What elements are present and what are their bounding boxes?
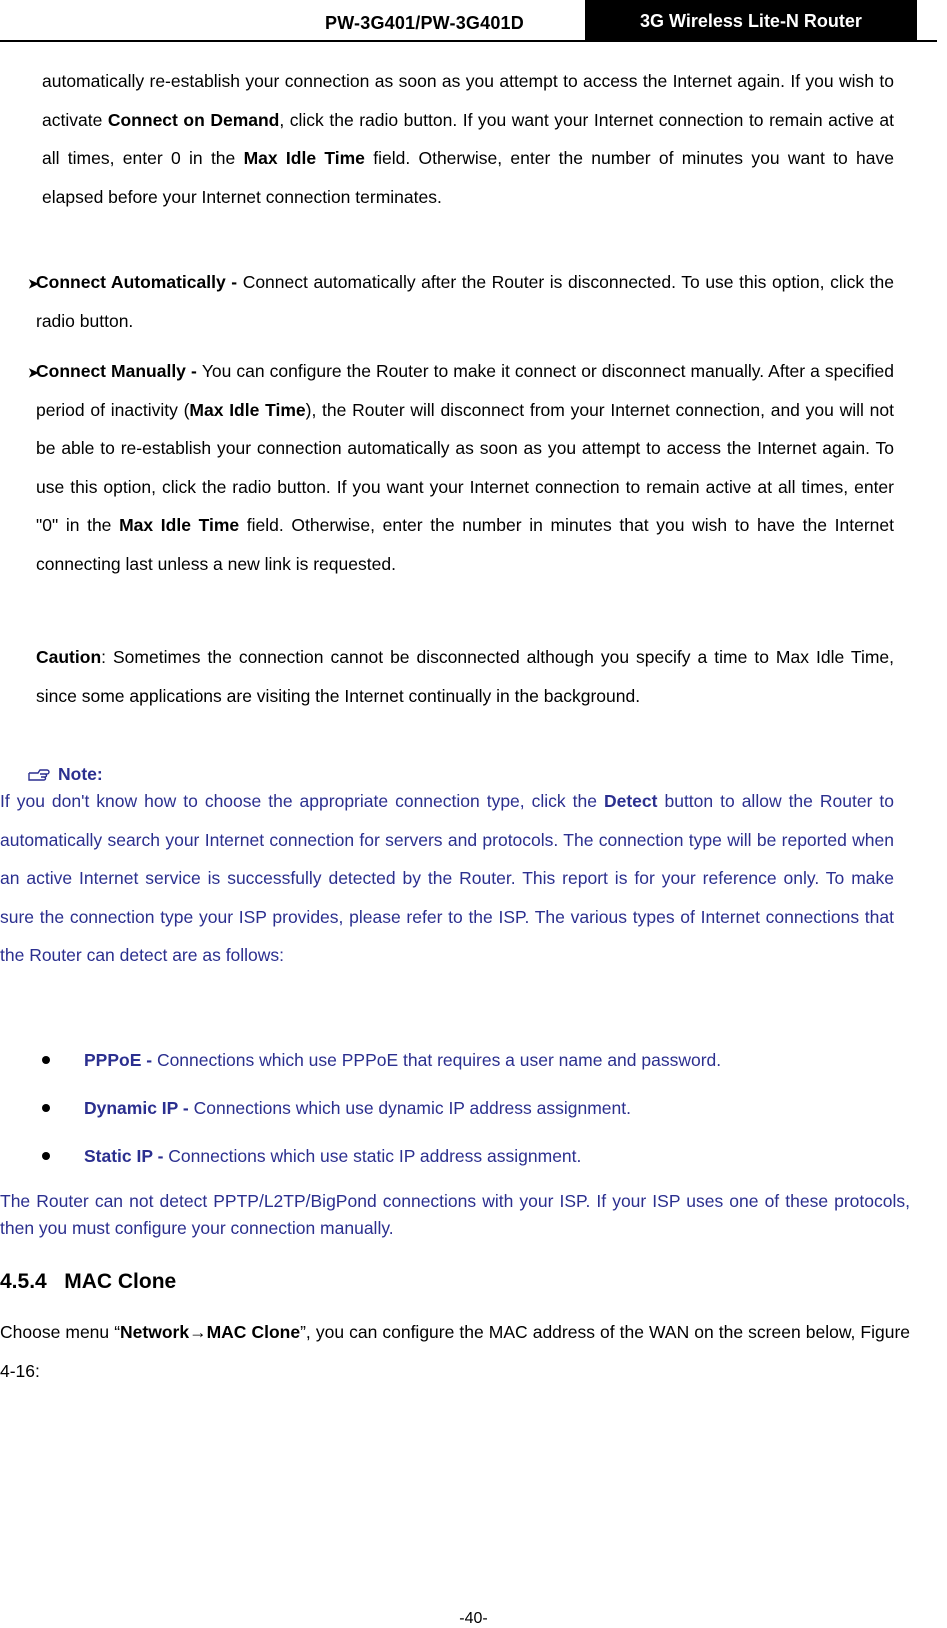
arrow-bullet-icon: ➤ bbox=[28, 365, 39, 380]
note-closing-paragraph: The Router can not detect PPTP/L2TP/BigPond connections with your ISP. If your ISP uses one of these protocols, then you must configure your connection manually. bbox=[0, 1191, 910, 1238]
text-run: Connections which use dynamic IP address assignment. bbox=[193, 1098, 631, 1118]
bold-term: Connect Manually - bbox=[36, 361, 202, 381]
bold-term: Connect Automatically - bbox=[36, 272, 243, 292]
bold-term: Detect bbox=[603, 791, 658, 811]
header-product: 3G Wireless Lite-N Router bbox=[585, 0, 917, 40]
list-item bbox=[84, 1137, 904, 1176]
header-rule bbox=[0, 40, 937, 42]
text-run: Connect automatically after the Router is disconnected. To use this option, click the radio button. bbox=[36, 272, 895, 331]
pointing-hand-icon bbox=[28, 768, 50, 782]
text-run: If you don't know how to choose the appropriate connection type, click the bbox=[0, 791, 604, 811]
bold-term: Connect on Demand bbox=[107, 109, 280, 130]
mac-clone-paragraph bbox=[0, 1313, 910, 1390]
section-heading bbox=[0, 1270, 176, 1294]
text-run: ), the Router will disconnect from your Internet connection, and you will not be able to re-establish your connection automatically as soon as you attempt to access the Internet again. To use this option, click the radio button. If you want your Internet connection to remain active at all times, enter "0" in the bbox=[36, 399, 894, 535]
text-run: ”, you can configure the MAC address of the WAN on the screen below, Figure 4-16: bbox=[0, 1322, 911, 1381]
note-paragraph bbox=[0, 782, 894, 975]
text-run: automatically re-establish your connection as soon as you attempt to access the Internet again. If you wish to activate bbox=[42, 71, 894, 130]
bold-term: Caution bbox=[36, 647, 102, 667]
connect-automatically-paragraph bbox=[36, 263, 894, 340]
text-run: Choose menu “ bbox=[0, 1322, 121, 1342]
bullet-icon bbox=[42, 1152, 50, 1160]
text-run: field. Otherwise, enter the number of minutes you want to have elapsed before your Internet connection terminates. bbox=[42, 148, 894, 207]
bold-term: Static IP - bbox=[84, 1146, 169, 1166]
bold-term: Dynamic IP - bbox=[84, 1098, 194, 1118]
page-header bbox=[0, 0, 947, 42]
bullet-icon bbox=[42, 1056, 50, 1064]
bold-term: Network→MAC Clone bbox=[120, 1322, 301, 1342]
bold-term: Max Idle Time bbox=[243, 148, 365, 168]
bold-term: Max Idle Time bbox=[189, 399, 306, 420]
text-run: You can configure the Router to make it connect or disconnect manually. After a specified period of inactivity ( bbox=[36, 361, 894, 420]
header-models: PW-3G401/PW-3G401D bbox=[325, 13, 524, 33]
arrow-bullet-icon: ➤ bbox=[28, 276, 39, 291]
text-run: Connections which use static IP address assignment. bbox=[168, 1146, 582, 1166]
bold-term: Max Idle Time bbox=[119, 515, 240, 535]
text-run: field. Otherwise, enter the number in minutes that you wish to have the Internet connecting last unless a new link is requested. bbox=[36, 515, 894, 574]
connect-on-demand-paragraph bbox=[42, 62, 894, 216]
text-run: : Sometimes the connection cannot be disconnected although you specify a time to Max Idle Time, since some applications are visiting the Internet continually in the background. bbox=[36, 647, 894, 706]
text-run: Connections which use PPPoE that requires a user name and password. bbox=[156, 1050, 722, 1070]
bullet-icon bbox=[42, 1104, 50, 1112]
connect-manually-paragraph bbox=[36, 352, 894, 583]
note-title: Note: bbox=[58, 764, 103, 784]
page-number: -40- bbox=[459, 1610, 488, 1627]
caution-paragraph bbox=[36, 638, 894, 715]
bold-term: PPPoE - bbox=[84, 1050, 157, 1070]
text-run: , click the radio button. If you want your Internet connection to remain active at all times, enter 0 in the bbox=[42, 109, 894, 168]
heading-text: 4.5.4 MAC Clone bbox=[0, 1270, 177, 1293]
list-item bbox=[84, 1041, 904, 1080]
text-run: button to allow the Router to automatically search your Internet connection for servers and protocols. The connection type will be reported when an active Internet service is successfully detected by the Router. This report is for your reference only. To make sure the connection type your ISP provides, please refer to the ISP. The various types of Internet connections that the Router can detect are as follows: bbox=[0, 791, 894, 965]
list-item bbox=[84, 1089, 904, 1128]
